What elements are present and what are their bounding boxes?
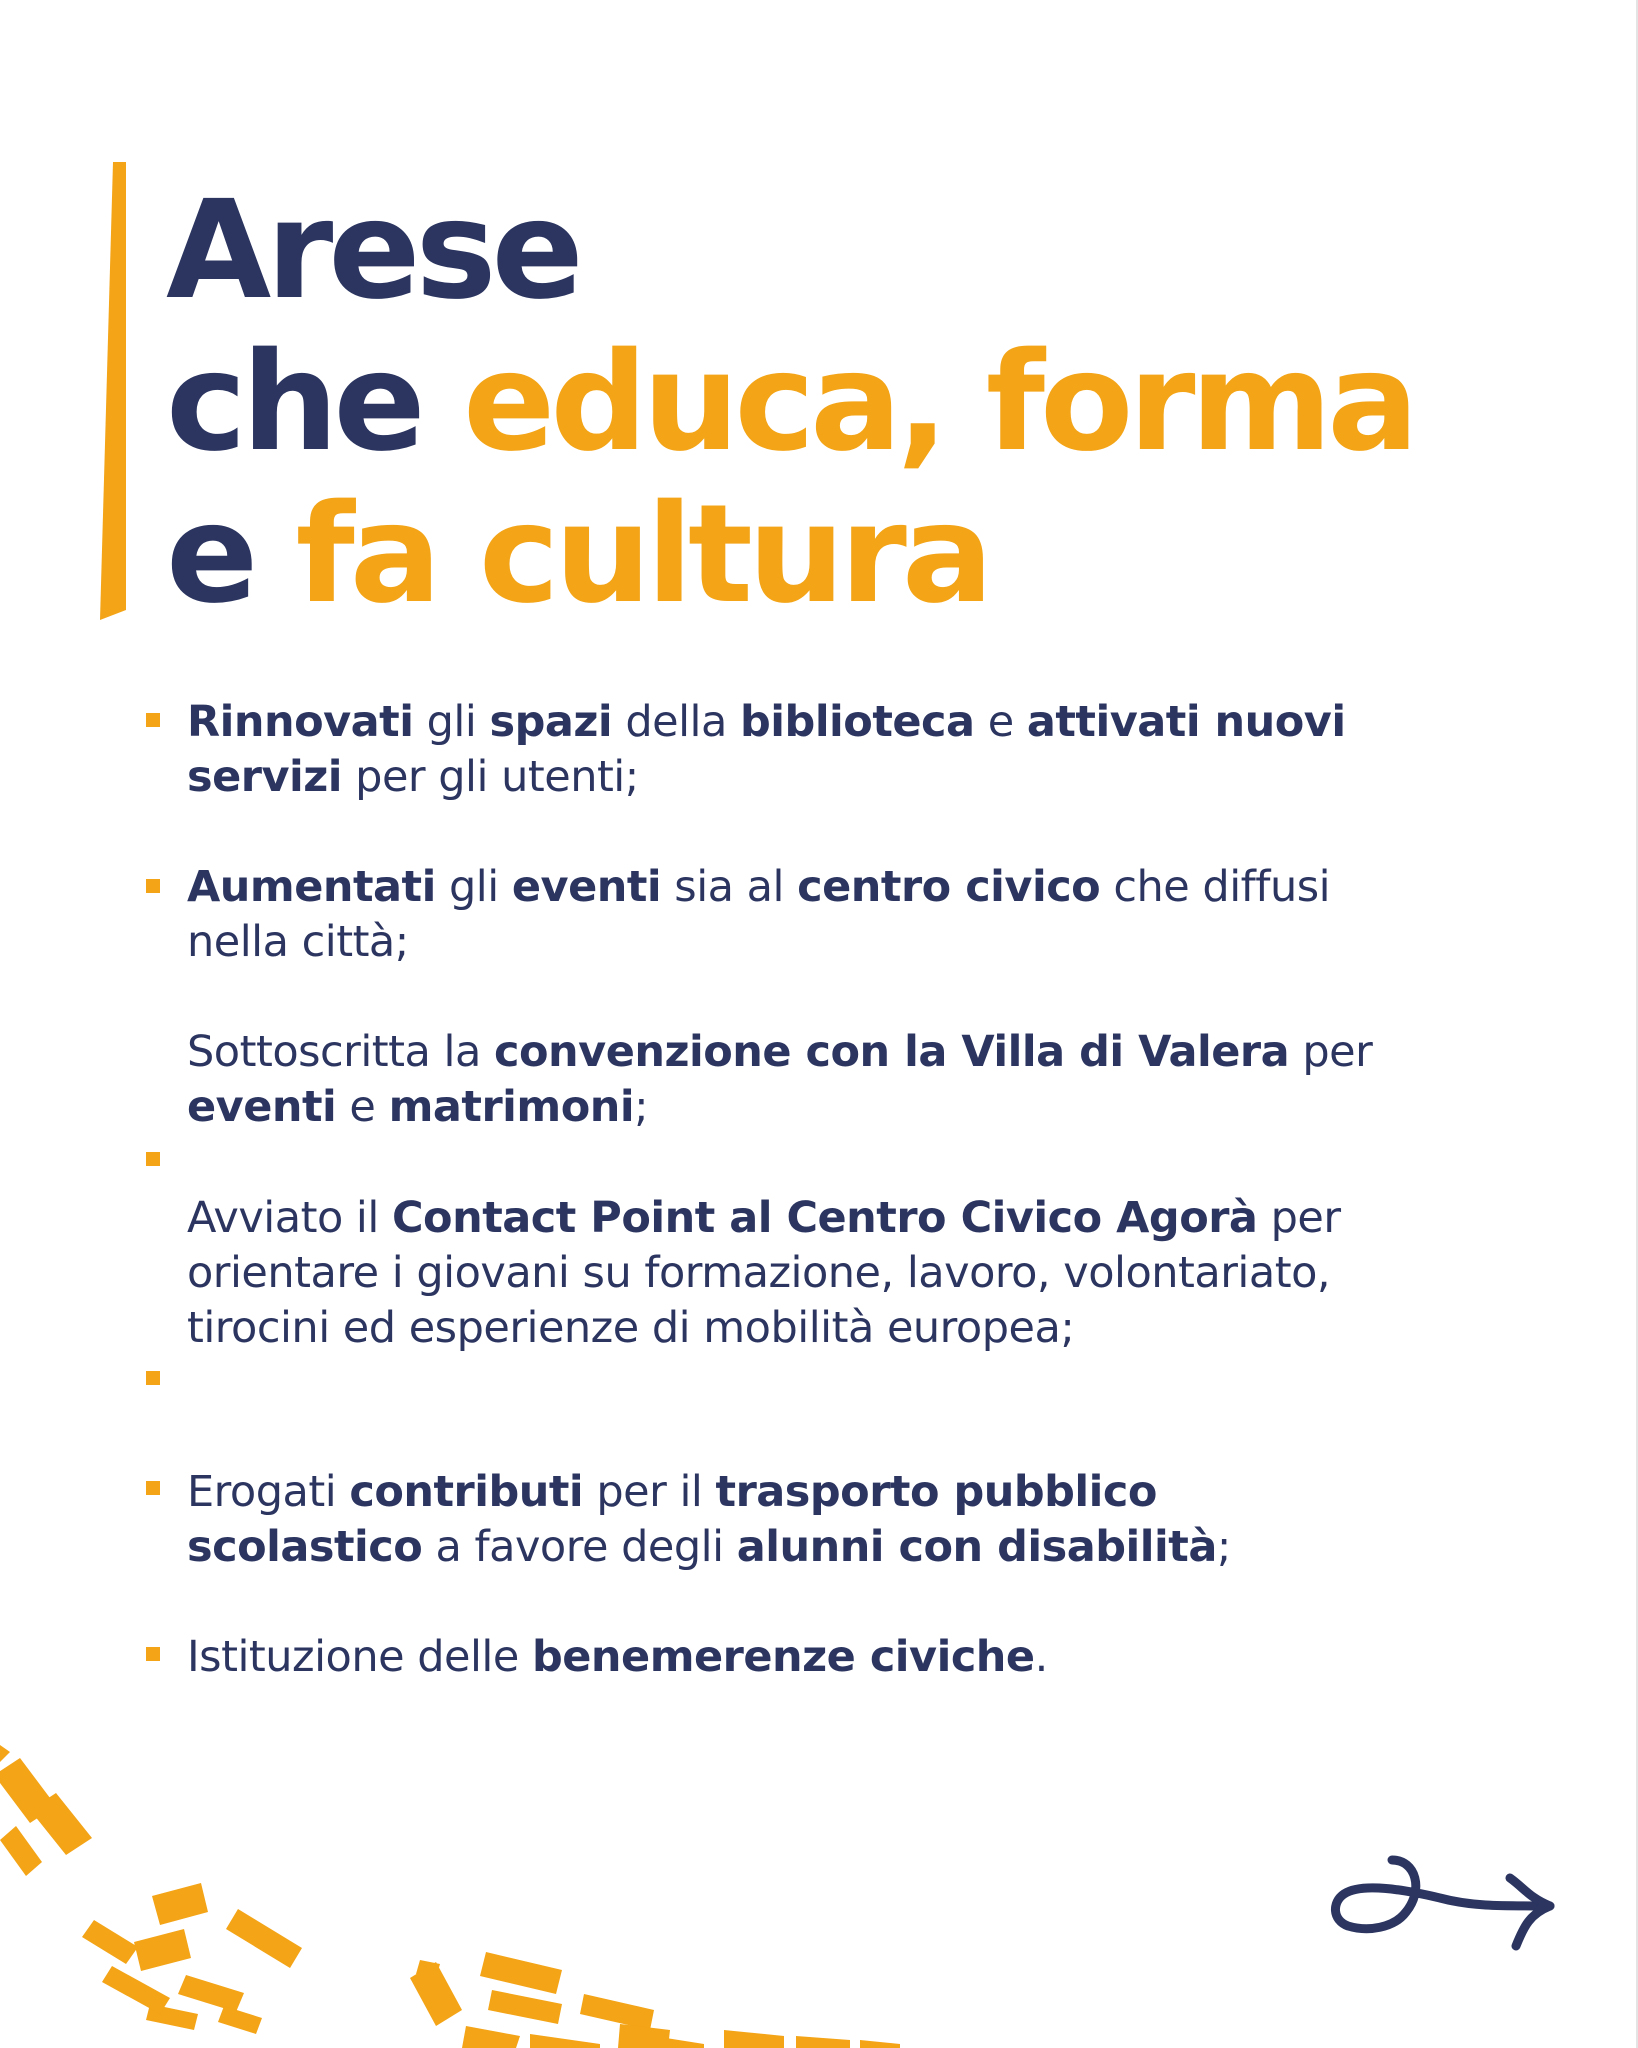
text-run: ; <box>1216 1522 1231 1572</box>
title-line-2: che educa, forma <box>166 324 1414 482</box>
list-item-text <box>187 1025 1407 1135</box>
text-run: della <box>612 697 741 747</box>
title-accent-educa-forma: educa, forma <box>463 324 1414 482</box>
bold-phrase: contributi <box>349 1467 584 1517</box>
list-item-text <box>187 1630 1417 1685</box>
square-bullet-icon <box>146 879 160 893</box>
square-bullet-icon <box>146 1481 160 1495</box>
square-bullet-icon <box>146 1152 160 1166</box>
text-run: Erogati <box>187 1467 350 1517</box>
title-line-3: e fa cultura <box>166 476 989 634</box>
bold-phrase: spazi <box>489 697 613 747</box>
text-run: Avviato il <box>187 1193 392 1243</box>
list-item-text <box>187 695 1417 805</box>
text-run: Istituzione delle <box>187 1632 532 1682</box>
list-item-text <box>187 860 1427 970</box>
square-bullet-icon <box>146 713 160 727</box>
arrow-logo-icon <box>1320 1850 1570 1970</box>
text-run: e <box>974 697 1027 747</box>
yellow-tiles-decoration <box>0 1720 920 2048</box>
bold-phrase: eventi <box>187 1082 337 1132</box>
square-bullet-icon <box>146 1647 160 1661</box>
bold-phrase: centro civico <box>797 862 1101 912</box>
bold-phrase: eventi <box>511 862 662 912</box>
title-line-1: Arese <box>166 172 579 330</box>
bold-phrase: trasporto pubblico scolastico <box>187 1467 1157 1572</box>
text-run: ; <box>634 1082 649 1132</box>
bold-phrase: attivati nuovi servizi <box>187 697 1346 802</box>
text-run: sia al <box>661 862 798 912</box>
text-run: per orientare i giovani su formazione, lavoro, volontariato, tirocini ed esperienze di mobilità europea; <box>187 1193 1341 1353</box>
text-run: gli <box>413 697 490 747</box>
list-item-text <box>187 1191 1417 1356</box>
bold-phrase: Contact Point al Centro Civico Agorà <box>392 1193 1258 1243</box>
list-item-text <box>187 1465 1307 1575</box>
title-accent-fa-cultura: fa cultura <box>295 476 989 634</box>
text-run: gli <box>435 862 512 912</box>
text-run: che diffusi nella città; <box>187 862 1331 967</box>
text-run: a favore degli <box>422 1522 737 1572</box>
bold-phrase: benemerenze civiche <box>531 1632 1035 1682</box>
text-run: per <box>1289 1027 1373 1077</box>
text-run: per il <box>583 1467 716 1517</box>
text-run: Sottoscritta la <box>187 1027 495 1077</box>
bold-phrase: biblioteca <box>740 697 975 747</box>
bold-phrase: matrimoni <box>388 1082 635 1132</box>
text-run: per gli utenti; <box>342 752 639 802</box>
square-bullet-icon <box>146 1371 160 1385</box>
bold-phrase: Rinnovati <box>187 697 414 747</box>
bold-phrase: convenzione con la Villa di Valera <box>494 1027 1290 1077</box>
bold-phrase: alunni con disabilità <box>736 1522 1217 1572</box>
text-run: e <box>336 1082 389 1132</box>
bold-phrase: Aumentati <box>187 862 436 912</box>
text-run: . <box>1034 1632 1048 1682</box>
